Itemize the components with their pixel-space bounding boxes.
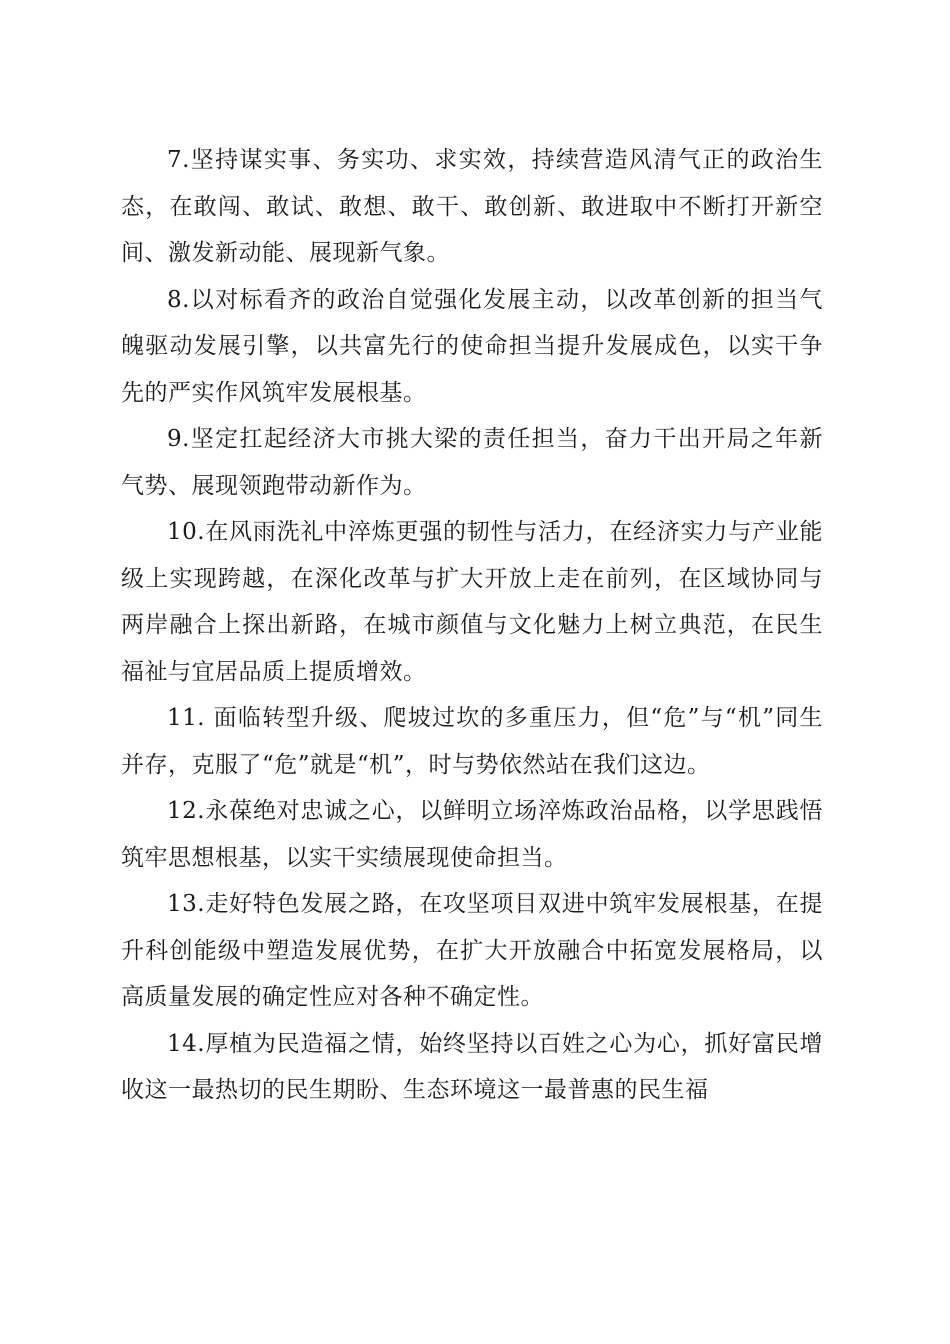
paragraph-7: 7.坚持谋实事、务实功、求实效，持续营造风清气正的政治生态，在敢闯、敢试、敢想、敢干、敢创新、敢进取中不断打开新空间、激发新动能、展现新气象。 xyxy=(121,147,823,266)
paragraph-14: 14.厚植为民造福之情，始终坚持以百姓之心为心，抓好富民增收这一最热切的民生期盼、生态环境这一最普惠的民生福 xyxy=(121,1030,823,1103)
paragraph-8: 8.以对标看齐的政治自觉强化发展主动，以改革创新的担当气魄驱动发展引擎，以共富先行的使命担当提升发展成色，以实干争先的严实作风筑牢发展根基。 xyxy=(121,286,823,406)
paragraph-11: 11. 面临转型升级、爬坡过坎的多重压力，但“危”与“机”同生并存，克服了“危”就是“机”，时与势依然站在我们这边。 xyxy=(121,705,823,778)
paragraph-12: 12.永葆绝对忠诚之心，以鲜明立场淬炼政治品格，以学思践悟筑牢思想根基，以实干实绩展现使命担当。 xyxy=(121,798,823,871)
paragraph-13: 13.走好特色发展之路，在攻坚项目双进中筑牢发展根基，在提升科创能级中塑造发展优势，在扩大开放融合中拓宽发展格局，以高质量发展的确定性应对各种不确定性。 xyxy=(121,891,823,1010)
document-body xyxy=(121,137,823,1114)
paragraph-10: 10.在风雨洗礼中淬炼更强的韧性与活力，在经济实力与产业能级上实现跨越，在深化改革与扩大开放上走在前列，在区域协同与两岸融合上探出新路，在城市颜值与文化魅力上树立典范，在民生福祉与宜居品质上提质增效。 xyxy=(121,519,823,685)
paragraph-9: 9.坚定扛起经济大市挑大梁的责任担当，奋力干出开局之年新气势、展现领跑带动新作为。 xyxy=(121,426,823,499)
